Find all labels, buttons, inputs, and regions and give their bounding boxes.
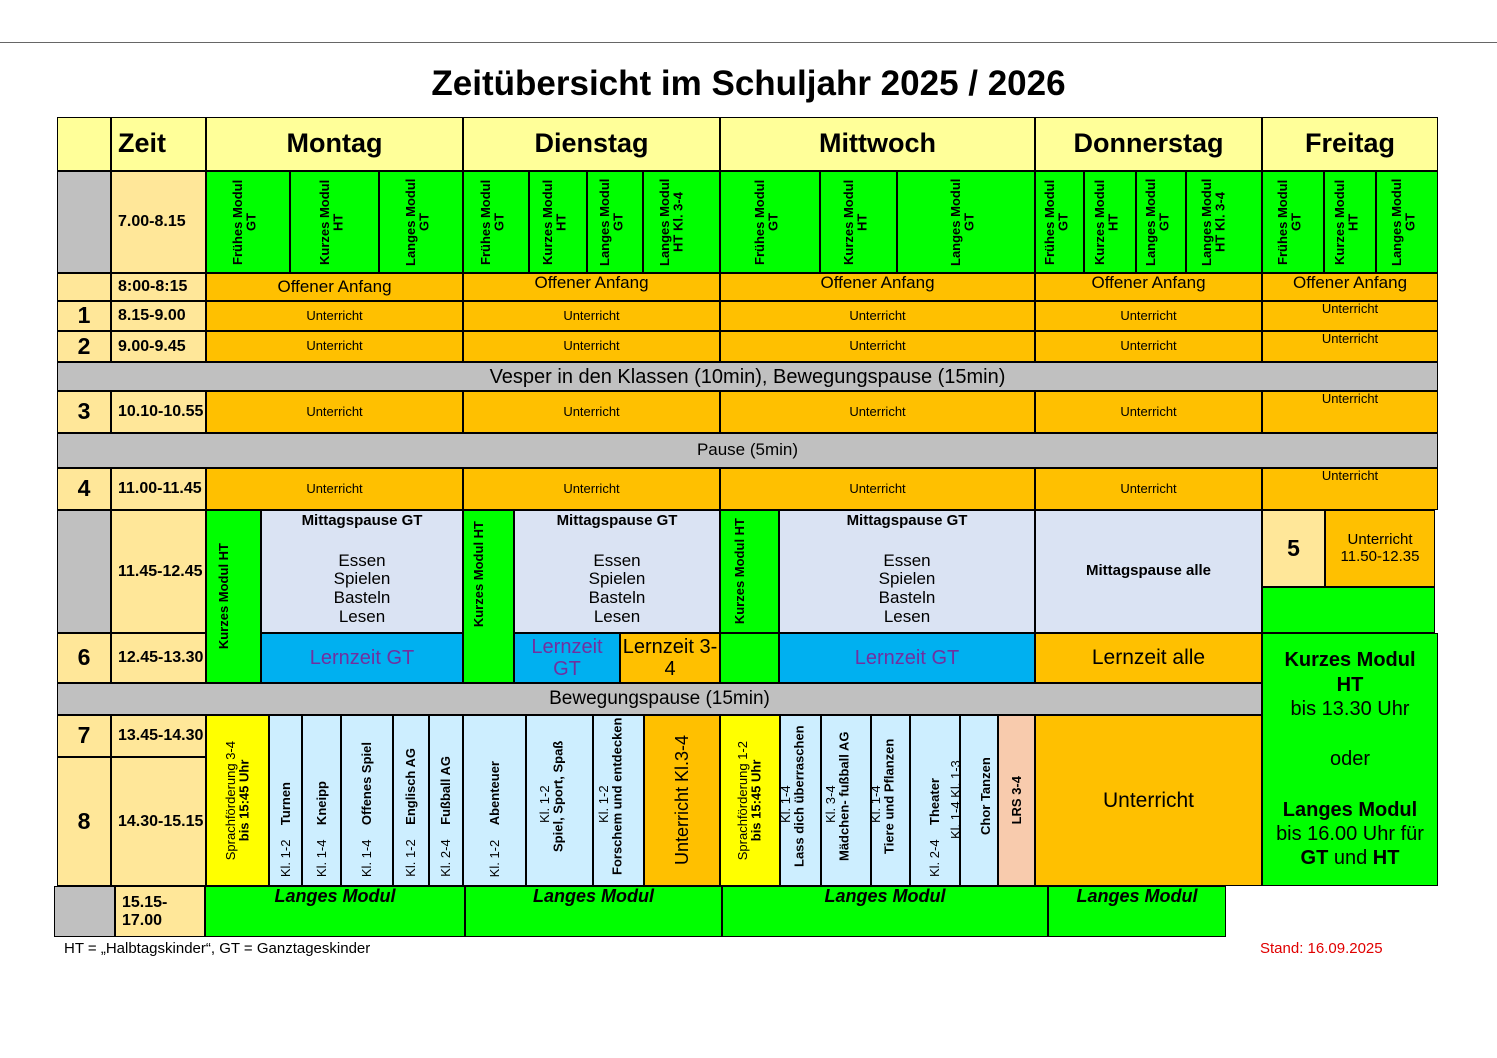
lernzeit-gt-di: Lernzeit GT (514, 633, 620, 683)
ag-fussball (429, 715, 463, 886)
ag-label: Spiel, Sport, Spaß (550, 740, 566, 853)
ag-maedchen (821, 715, 871, 886)
ag-label: LRS 3-4 (1008, 776, 1024, 825)
module-montag-kurz (290, 171, 379, 273)
period-6: 6 (57, 633, 111, 683)
langes-modul-mo: Langes Modul (205, 886, 465, 937)
spielen: Spielen (588, 569, 646, 589)
kurzes-modul-mo (206, 510, 261, 683)
ag-text (928, 778, 942, 877)
kurzes-modul-label: Kurzes Modul HT (470, 521, 486, 628)
time-10: 15.15-17.00 (115, 886, 205, 937)
module-donnerstag-lang34 (1186, 171, 1262, 273)
lesen: Lesen (883, 606, 931, 626)
ag-turnen (269, 715, 302, 886)
module-mittwoch-kurz (820, 171, 897, 273)
module-label: Kurzes Modul HT (540, 179, 569, 265)
fr-green-gap (1262, 587, 1435, 633)
module-label: Langes Modul HT Kl. 3-4 (656, 178, 686, 266)
period-1: 1 (57, 301, 111, 331)
module-freitag-kurz (1324, 171, 1376, 273)
fr-kurzes: Kurzes Modul HT (1284, 649, 1416, 696)
ag-offenes-spiel (341, 715, 393, 886)
fr-bis1330: bis 13.30 Uhr (1290, 697, 1410, 720)
time-3: 9.00-9.45 (111, 331, 206, 362)
unterricht-do-3: Unterricht (1035, 391, 1262, 433)
header-donnerstag: Donnerstag (1035, 117, 1262, 171)
unterricht-mo-2: Unterricht (206, 331, 463, 362)
kurzes-modul-label: Kurzes Modul HT (215, 543, 231, 650)
ag-kl: Kl. 1-4 (313, 839, 329, 877)
spielen: Spielen (333, 569, 391, 589)
period-4: 4 (57, 468, 111, 510)
ag-forschen (593, 715, 644, 886)
sprach-label: Sprachförderung 1-2 (735, 740, 751, 861)
ag-abenteuer (463, 715, 526, 886)
unterricht-di-4: Unterricht (463, 468, 720, 510)
ag-label: Englisch AG (403, 748, 419, 825)
unterricht-fr-4: Unterricht (1262, 468, 1438, 510)
module-montag-lang (379, 171, 463, 273)
fr-und: und (1333, 847, 1368, 870)
lernzeit-alle-do: Lernzeit alle (1035, 633, 1262, 683)
essen: Essen (593, 550, 641, 570)
offener-anfang-montag: Offener Anfang (206, 273, 463, 301)
offener-anfang-mittwoch: Offener Anfang (720, 273, 1035, 301)
mittagspause-title: Mittagspause GT (846, 512, 968, 529)
ag-kl: Kl. 1-4 (867, 784, 883, 823)
lernzeit-34-di: Lernzeit 3-4 (620, 633, 720, 683)
basteln: Basteln (333, 587, 391, 607)
ag-text (869, 716, 913, 877)
mittagspause-title: Mittagspause GT (556, 512, 678, 529)
essen: Essen (883, 550, 931, 570)
module-label: Frühes Modul GT (478, 179, 507, 265)
ag-kl: Kl. 1-2 (277, 839, 293, 877)
langes-modul-do: Langes Modul (1048, 886, 1226, 937)
mittagspause-title: Mittagspause GT (301, 512, 423, 529)
ag-text (597, 716, 641, 877)
period-cell-oa (57, 273, 111, 301)
header-montag: Montag (206, 117, 463, 171)
mittagspause-mo (261, 510, 463, 633)
fr-bis1600: bis 16.00 Uhr für (1276, 823, 1424, 846)
mittagspause-mi (779, 510, 1035, 633)
mittagspause-alle-do: Mittagspause alle (1035, 510, 1262, 633)
module-label: Frühes Modul GT (1041, 179, 1071, 265)
bewegungspause-row: Bewegungspause (15min) (57, 683, 1262, 715)
period-2: 2 (57, 331, 111, 362)
lernzeit-gt-mi: Lernzeit GT (779, 633, 1035, 683)
basteln: Basteln (878, 587, 936, 607)
module-donnerstag-lang (1136, 171, 1186, 273)
module-dienstag-lang34 (643, 171, 720, 273)
module-label: Langes Modul GT (403, 178, 432, 266)
module-label: Kurzes Modul HT (1332, 179, 1361, 265)
sprach-34-mo (206, 715, 269, 886)
header-dienstag: Dienstag (463, 117, 720, 171)
time-0: 7.00-8.15 (111, 171, 206, 273)
ag-kl: Kl. 2-4 (438, 839, 454, 877)
header-freitag: Freitag (1262, 117, 1438, 171)
offener-anfang-dienstag: Offener Anfang (463, 273, 720, 301)
module-label: Frühes Modul GT (230, 179, 259, 265)
ag-label: Mädchen- fußball AG (836, 731, 852, 862)
basteln: Basteln (588, 587, 646, 607)
lernzeit-gt-mo: Lernzeit GT (261, 633, 463, 683)
pause-row: Pause (5min) (57, 433, 1438, 468)
module-label: Kurzes Modul HT (840, 179, 870, 265)
sprach-bis: bis 15:45 Uhr (236, 759, 252, 842)
fr-langes: Langes Modul (1282, 798, 1418, 821)
ag-text (538, 716, 582, 877)
module-label: Langes Modul GT (597, 178, 626, 266)
unterricht-mo-1: Unterricht (206, 301, 463, 331)
ag-kl: Kl. 1-2 (536, 784, 552, 823)
ag-kl: Kl. 1-4 (359, 839, 375, 877)
ag-text (824, 716, 868, 877)
module-label: Frühes Modul GT (1275, 179, 1304, 265)
module-dienstag-lang (587, 171, 643, 273)
module-freitag-frueh (1262, 171, 1324, 273)
ag-kneipp (302, 715, 341, 886)
unterricht-mi-2: Unterricht (720, 331, 1035, 362)
header-zeit: Zeit (111, 117, 206, 171)
sprach-bis: bis 15:45 Uhr (749, 759, 764, 842)
module-dienstag-frueh (463, 171, 529, 273)
ag-text (439, 756, 453, 877)
ag-kl: Kl. 1-2 (595, 784, 611, 823)
fr-gt: GT (1300, 847, 1329, 870)
ag-label: Turnen (277, 781, 293, 825)
ag-text (360, 742, 374, 877)
module-freitag-lang (1376, 171, 1438, 273)
period-7: 7 (57, 715, 111, 757)
sprach-12-mi (720, 715, 780, 886)
module-label: Langes Modul HT Kl. 3-4 (1199, 178, 1228, 266)
module-donnerstag-kurz (1084, 171, 1136, 273)
ag-text (279, 782, 293, 877)
ag-text (404, 748, 418, 877)
unterricht-mo-3: Unterricht (206, 391, 463, 433)
time-4: 10.10-10.55 (111, 391, 206, 433)
essen: Essen (338, 550, 386, 570)
ag-kl: Kl. 1-2 (486, 839, 502, 877)
ag-label: Theater (927, 778, 943, 825)
ag-label: Lass dich überraschen (791, 725, 807, 868)
unterricht-fr-3: Unterricht (1262, 391, 1438, 433)
unterricht-di-2: Unterricht (463, 331, 720, 362)
ag-spiel-sport (526, 715, 593, 886)
lesen: Lesen (593, 606, 641, 626)
ag-kl: Kl. 1-4 (777, 784, 793, 823)
period-8: 8 (57, 757, 111, 886)
time-9: 14.30-15.15 (111, 757, 206, 886)
ag-englisch (393, 715, 429, 886)
ag-text (488, 761, 502, 877)
unterricht-do-1: Unterricht (1035, 301, 1262, 331)
module-label: Frühes Modul GT (752, 179, 781, 265)
ag-label: Tiere und Pflanzen (881, 738, 897, 855)
unterricht-mi-1: Unterricht (720, 301, 1035, 331)
unterricht-kl34-label: Unterricht Kl.3-4 (671, 735, 692, 866)
legend: HT = „Halbtagskinder“, GT = Ganztageskinder (64, 940, 371, 957)
top-rule (0, 42, 1497, 43)
unterricht-do-4: Unterricht (1035, 468, 1262, 510)
mittagspause-di (514, 510, 720, 633)
kurzes-modul-di (463, 510, 514, 683)
period-5: 5 (1262, 510, 1325, 587)
unterricht-mo-4: Unterricht (206, 468, 463, 510)
module-label: Langes Modul GT (948, 178, 977, 266)
unterricht-mi-3: Unterricht (720, 391, 1035, 433)
time-1: 8:00-8:15 (111, 273, 206, 301)
module-mittwoch-frueh (720, 171, 820, 273)
header-mittwoch: Mittwoch (720, 117, 1035, 171)
fr-oder: oder (1329, 748, 1371, 771)
time-8: 13.45-14.30 (111, 715, 206, 757)
period-3: 3 (57, 391, 111, 433)
module-label: Kurzes Modul HT (1092, 179, 1121, 265)
module-label: Langes Modul GT (1143, 178, 1172, 266)
langes-modul-mi: Langes Modul (722, 886, 1048, 937)
unterricht-fr-5: Unterricht 11.50-12.35 (1325, 510, 1435, 587)
unterricht-di-1: Unterricht (463, 301, 720, 331)
lesen: Lesen (338, 606, 386, 626)
module-dienstag-kurz (529, 171, 587, 273)
unterricht-mi-4: Unterricht (720, 468, 1035, 510)
unterricht-di-3: Unterricht (463, 391, 720, 433)
stand-date: Stand: 16.09.2025 (1260, 940, 1383, 957)
ag-label: Forschem und entdecken (609, 717, 625, 876)
sprach-text (224, 741, 251, 860)
freitag-module-info (1262, 633, 1438, 886)
ag-label: Abenteuer (486, 760, 502, 825)
ag-label: Kneipp (313, 780, 329, 825)
ag-lrs (998, 715, 1035, 886)
ag-label: Chor Tanzen (978, 757, 993, 836)
unterricht-do-2: Unterricht (1035, 331, 1262, 362)
header-corner (57, 117, 111, 171)
ag-kl: Kl. 1-4 Kl. 1-3 (948, 760, 963, 840)
unterricht-kl34-di (644, 715, 720, 886)
spielen: Spielen (878, 569, 936, 589)
time-5: 11.00-11.45 (111, 468, 206, 510)
time-6: 11.45-12.45 (111, 510, 206, 633)
ag-kl: Kl. 1-2 (403, 839, 419, 877)
period-cell-0 (57, 171, 111, 273)
unterricht-fr-1: Unterricht (1262, 301, 1438, 331)
unterricht-fr-2: Unterricht (1262, 331, 1438, 362)
module-donnerstag-frueh (1035, 171, 1084, 273)
ag-tiere (867, 715, 910, 886)
page-title: Zeitübersicht im Schuljahr 2025 / 2026 (431, 64, 1066, 103)
vesper-row: Vesper in den Klassen (10min), Bewegungspause (15min) (57, 362, 1438, 391)
time-7: 12.45-13.30 (111, 633, 206, 683)
period-cell-mittag (57, 510, 111, 633)
kurzes-modul-mi (720, 510, 779, 633)
langes-modul-di: Langes Modul (465, 886, 722, 937)
kurzes-modul-label: Kurzes Modul HT (731, 518, 747, 625)
ag-kl: Kl. 2-4 (927, 839, 943, 877)
ag-label: Fußball AG (438, 756, 454, 825)
ag-text (315, 781, 329, 877)
unterricht-do-78: Unterricht (1035, 715, 1262, 886)
module-label: Langes Modul GT (1389, 178, 1418, 266)
module-mittwoch-lang (897, 171, 1035, 273)
ag-label: Offenes Spiel (359, 741, 375, 825)
sprach-text (736, 741, 763, 860)
time-2: 8.15-9.00 (111, 301, 206, 331)
module-montag-frueh (206, 171, 290, 273)
kurzes-modul-mi-6 (720, 633, 779, 683)
period-cell-lm (54, 886, 115, 937)
ag-lass-dich (777, 715, 821, 886)
ag-text (779, 716, 823, 877)
ag-kl: Kl. 3-4 (823, 784, 839, 823)
offener-anfang-freitag: Offener Anfang (1262, 273, 1438, 301)
ag-chor (948, 715, 998, 886)
fr-fuer (1301, 846, 1400, 870)
offener-anfang-donnerstag: Offener Anfang (1035, 273, 1262, 301)
module-label: Kurzes Modul HT (316, 179, 346, 265)
sprach-label: Sprachförderung 3-4 (222, 740, 238, 861)
fr-ht: HT (1372, 847, 1400, 870)
